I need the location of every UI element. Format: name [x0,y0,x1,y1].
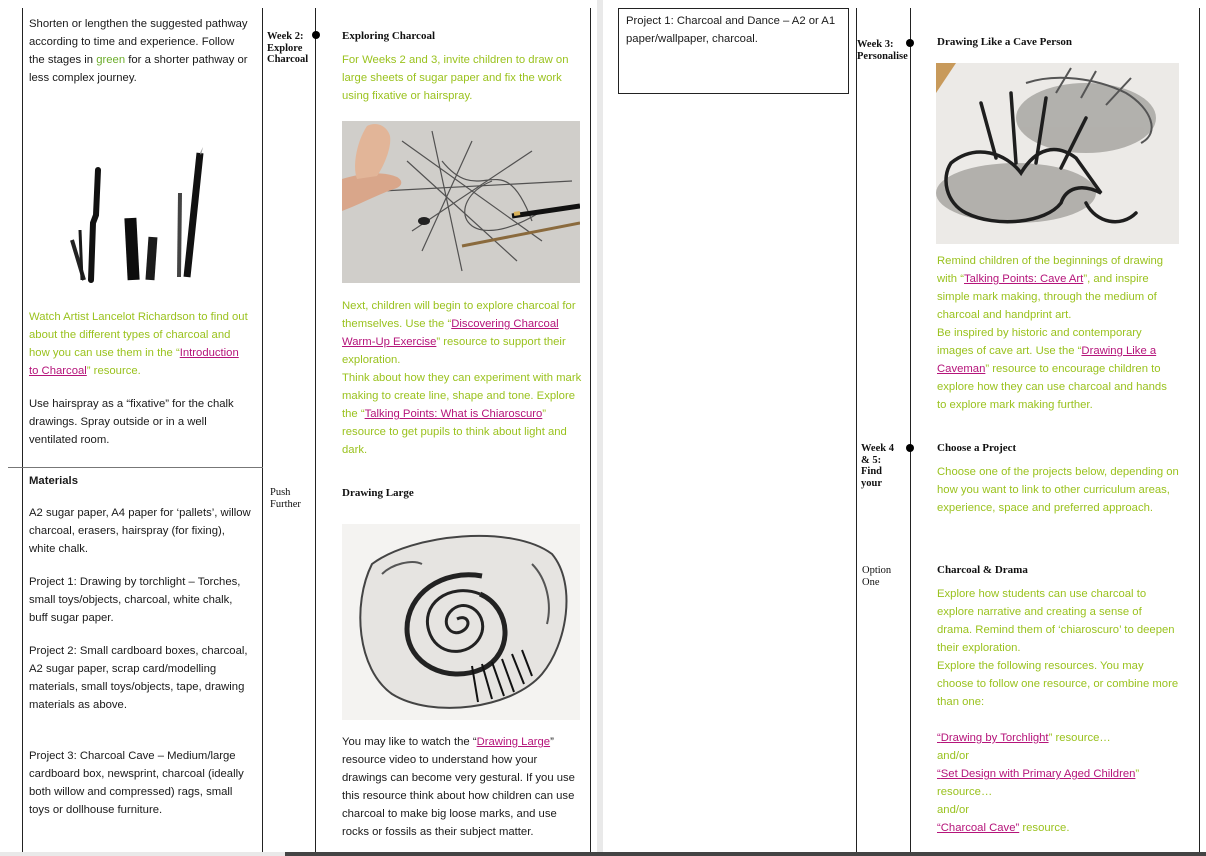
spiral-drawing-photo [342,524,580,720]
handprint-art-photo [936,63,1179,244]
drawing-large-text: You may like to watch the “Drawing Large” resource video to understand how your drawings can become very gestural. If you use this resource think about how children can use charcoal to make big loose marks, and use rocks or fossils as their subject matter. [342,736,575,838]
column-divider [910,8,911,852]
timeline-dot [906,39,914,47]
left-page [0,0,597,852]
exploring-charcoal-heading: Exploring Charcoal [342,30,436,42]
hand-drawing-photo [342,121,580,283]
cave-art-text: Remind children of the beginnings of drawing with “Talking Points: Cave Art”, and inspire simple mark making, through the medium of charcoal and handprint art. Be inspired by historic and contemporary images of cave art. Use the “Drawing Like a Caveman” resource to encourage children to explore how they can use charcoal and hands to explore mark making further. [937,255,1167,411]
introduction-to-charcoal-link[interactable]: Introduction to Charcoal [29,347,239,377]
column-divider [1199,8,1200,852]
option-one-label: Option One [862,565,892,588]
bottom-scroll-edge [285,852,1206,856]
materials-item: Project 2: Small cardboard boxes, charcoal, A2 sugar paper, scrap card/modelling materials, small toys/objects, tape, drawing materials as above. [29,645,248,711]
cave-person-heading: Drawing Like a Cave Person [937,36,1073,48]
column-divider [590,8,591,852]
column-divider [262,8,263,852]
charcoal-cave-link[interactable]: “Charcoal Cave” [937,822,1020,834]
discovering-charcoal-link[interactable]: Discovering Charcoal Warm-Up Exercise [342,318,559,348]
next-explore-text: Next, children will begin to explore charcoal for themselves. Use the “Discovering Charcoal Warm-Up Exercise” resource to support their exploration. Think about how they can experiment with mark making to create line, shape and tone. Explore the “Talking Points: What is Chiaroscuro” resource to get pupils to think about light and dark. [342,300,582,456]
drawing-by-torchlight-link[interactable]: Drawing by Torchlight [940,732,1049,744]
charcoal-sticks-image [60,145,220,285]
hairspray-note: Use hairspray as a “fixative” for the chalk drawings. Spray outside or in a well ventilated room. [29,398,234,446]
watch-artist-text: Watch Artist Lancelot Richardson to find out about the different types of charcoal and how you can use them in the “Introduction to Charcoal” resource. [29,311,248,377]
chiaroscuro-link[interactable]: Talking Points: What is Chiaroscuro [364,408,543,420]
column-divider [856,8,857,852]
drawing-large-heading: Drawing Large [342,487,414,499]
set-design-link[interactable]: Set Design with Primary Aged Children [940,768,1136,780]
week-3-label: Week 3: Personalise [857,39,908,62]
materials-item: Project 3: Charcoal Cave – Medium/large cardboard box, newsprint, charcoal (ideally both willow and compressed) rags, small toys or dollhouse furniture. [29,750,244,816]
charcoal-drama-heading: Charcoal & Drama [937,564,1028,576]
week-4-5-label: Week 4 & 5: Find your [861,443,894,489]
materials-item: Project 1: Drawing by torchlight – Torches, small toys/objects, charcoal, white chalk, buff sugar paper. [29,576,241,624]
charcoal-drama-text: Explore how students can use charcoal to explore narrative and creating a sense of drama. Remind them of ‘chiaroscuro’ to deepen their exploration. Explore the following resources. You may choose to follow one resource, or combine more than one: [937,588,1179,708]
timeline-dot [312,31,320,39]
green-word: green [96,54,126,66]
choose-project-text: Choose one of the projects below, depending on how you want to link to other curriculum areas, experience, space and preferred approach. [937,466,1179,514]
column-divider [22,8,23,852]
resource-list: “Drawing by Torchlight” resource… and/or “Set Design with Primary Aged Children” resource… and/or “Charcoal Cave” resource. [937,732,1140,834]
exploring-charcoal-text: For Weeks 2 and 3, invite children to draw on large sheets of sugar paper and fix the work using fixative or hairspray. [342,54,569,102]
right-page [603,0,1206,852]
week-2-label: Week 2: Explore Charcoal [267,31,309,65]
intro-text: Shorten or lengthen the suggested pathway according to time and experience. Follow the stages in green for a shorter pathway or less complex journey. [29,18,248,84]
drawing-like-caveman-link[interactable]: Drawing Like a Caveman [937,345,1157,375]
timeline-dot [906,444,914,452]
cave-art-link[interactable]: Talking Points: Cave Art [964,273,1084,285]
push-further-label: Push Further [270,487,301,510]
project-box: Project 1: Charcoal and Dance – A2 or A1 paper/wallpaper, charcoal. [618,8,849,94]
choose-project-heading: Choose a Project [937,442,1017,454]
materials-item: A2 sugar paper, A4 paper for ‘pallets’, willow charcoal, erasers, hairspray (for fixing), white chalk. [29,507,251,555]
section-divider [8,467,263,468]
column-divider [315,8,316,852]
drawing-large-link[interactable]: Drawing Large [476,736,551,748]
materials-heading: Materials [29,475,78,487]
